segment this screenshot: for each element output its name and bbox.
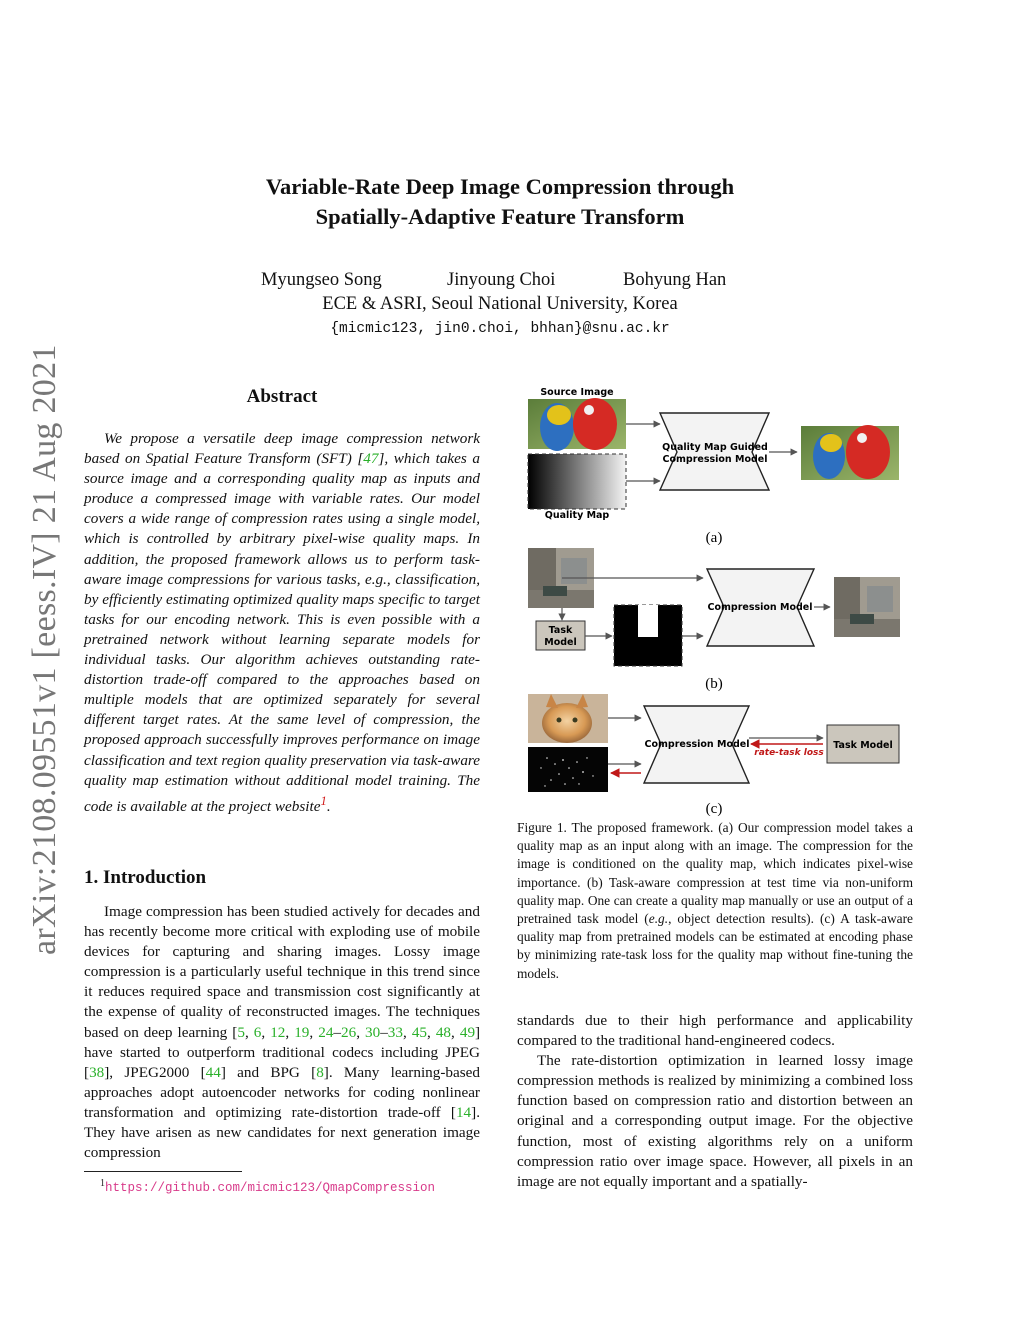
citation-link[interactable]: 14	[455, 1103, 472, 1121]
abstract-text-a: We propose a versatile deep image compression network based on Spatial Feature Transform (SFT) [	[84, 430, 480, 468]
footnote-mark: 1	[100, 1178, 105, 1189]
subfigure-b-label: (b)	[705, 676, 723, 692]
footnote	[100, 1178, 435, 1195]
citation-link[interactable]: 48	[435, 1023, 452, 1041]
citation-link[interactable]: 44	[205, 1063, 221, 1081]
compressed-output-image	[801, 425, 899, 480]
author-emails: {micmic123, jin0.choi, bhhan}@snu.ac.kr	[330, 321, 670, 337]
subfigure-a-label: (a)	[705, 530, 723, 546]
street-output-image	[834, 577, 900, 637]
intro-text-3: ], JPEG2000 [	[104, 1063, 206, 1081]
intro-text-2: ] have started to outperform traditional codecs including JPEG [	[84, 1023, 481, 1081]
abstract-text-end: .	[326, 797, 331, 815]
citation-link[interactable]: 26	[341, 1023, 357, 1041]
footnote-url-link[interactable]: https://github.com/micmic123/QmapCompression	[105, 1181, 436, 1196]
intro-text-4: ] and BPG [	[220, 1063, 317, 1081]
citation-link[interactable]: 8	[316, 1063, 324, 1081]
citation-link[interactable]: 6	[253, 1023, 262, 1041]
author-2: Jinyoung Choi	[447, 270, 556, 290]
task-model-label-line2: Model	[544, 637, 577, 648]
subfigure-c-label: (c)	[705, 801, 723, 817]
intro-paragraph: Image compression has been studied actively for decades and has recently become more critical with exploding use of mobile devices for capturing and sharing images. Lossy image compression is a particularly useful technique in this trend since it reduces required space and transmission cost significantly at the expense of quality of reconstructed images. The techniques based on deep learning [5, 6, 12, 19, 24–26, 30–33, 45, 48, 49] have started to outperform traditional codecs including JPEG [38], JPEG2000 [44] and BPG [8]. Many learning-based approaches adopt autoencoder networks for coding nonlinear transformation and optimizing rate-distortion trade-off [14]. They have arisen as new candidates for next generation image compression	[84, 903, 481, 1162]
estimated-quality-map	[528, 747, 608, 792]
footnote-rule	[84, 1171, 242, 1172]
right-column-text	[517, 1011, 913, 1192]
intro-text-6: ]. They have arisen as new candidates for next generation image compression	[84, 1103, 480, 1162]
citation-link[interactable]: 47	[363, 450, 379, 468]
citation-link[interactable]: 33	[387, 1023, 403, 1041]
caption-text-a: Figure 1. The proposed framework. (a) Our compression model takes a quality map as an input along with an image. The compression for the image is conditioned on the quality map, which indicates pixel-wise importance. (b) Task-aware compression at test time via non-uniform quality map. One can create a quality map manually or use an output of a pretrained task model (	[517, 820, 913, 927]
model-label-line1: Quality Map Guided	[662, 442, 768, 453]
quality-map-image	[528, 454, 626, 509]
source-image	[528, 398, 626, 451]
compression-model-c-label: Compression Model	[644, 739, 750, 750]
citation-link[interactable]: 38	[89, 1063, 105, 1081]
right-paragraph-2: The rate-distortion optimization in learned lossy image compression methods is realized by minimizing a combined loss function based on compression ratio and distortion between an original and a corresponding output image. For the objective function, most of existing algorithms rely on a uniform compression ratio over image space. However, all pixels in an image are not equally important and a spatially-	[517, 1052, 913, 1190]
affiliation: ECE & ASRI, Seoul National University, Korea	[322, 294, 678, 314]
right-paragraph-1: standards due to their high performance and applicability compared to the traditional hand-engineered codecs.	[517, 1012, 913, 1050]
citation-link[interactable]: 24	[318, 1023, 334, 1041]
compression-model-b-label: Compression Model	[707, 602, 813, 613]
quality-map-label: Quality Map	[544, 510, 610, 521]
title-line-1: Variable-Rate Deep Image Compression through	[265, 174, 735, 199]
cat-image	[528, 694, 608, 743]
author-3: Bohyung Han	[623, 270, 727, 290]
paper-title	[0, 172, 1000, 232]
arxiv-stamp: arXiv:2108.09551v1 [eess.IV] 21 Aug 2021	[26, 344, 63, 955]
footnote-link[interactable]: 1	[320, 793, 327, 808]
citation-link[interactable]: 5	[237, 1023, 245, 1041]
caption-text-b: , object detection results). (c) A task-aware quality map from pretrained models can be estimated at encoding phase by minimizing rate-task loss for the quality map without fine-tuning the models.	[517, 911, 913, 981]
caption-eg: e.g.	[648, 911, 669, 927]
citation-link[interactable]: 45	[411, 1023, 427, 1041]
citation-link[interactable]: 30	[365, 1023, 381, 1041]
source-image-label: Source Image	[540, 387, 614, 398]
citation-link[interactable]: 12	[270, 1023, 286, 1041]
rate-task-loss-label: rate-task loss	[754, 748, 824, 758]
citation-link[interactable]: 49	[459, 1023, 476, 1041]
task-quality-map	[614, 605, 682, 666]
title-line-2: Spatially-Adaptive Feature Transform	[315, 204, 685, 229]
citation-link[interactable]: 19	[294, 1023, 310, 1041]
abstract-text-b: ], which takes a source image and a corresponding quality map as inputs and produce a compressed image with variable rates. Our model covers a wide range of compression rates using a single model, which is controlled by arbitrary pixel-wise quality maps. In addition, the proposed framework allows us to perform task-aware image compressions for various tasks, e.g., classification, by efficiently estimating optimized quality maps specific to target tasks for our encoding network. This is even possible with a pretrained network without learning separate models for individual tasks. Our algorithm achieves outstanding rate-distortion trade-off compared to the approaches based on multiple models that are optimized separately for several different target rates. At the same level of compression, the proposed approach successfully improves performance on image classification and text region quality preservation via task-aware quality map estimation without additional model training. The code is available at the project website	[84, 450, 480, 815]
figure-caption	[517, 819, 913, 983]
author-1: Myungseo Song	[261, 270, 382, 290]
intro-heading: 1. Introduction	[84, 867, 207, 888]
figure-1	[517, 380, 917, 820]
task-model-label-line1: Task	[548, 625, 573, 636]
intro-text-5: ]. Many learning-based approaches adopt autoencoder networks for coding nonlinear transformation and optimizing rate-distortion trade-off [	[84, 1063, 480, 1121]
intro-text-1: Image compression has been studied actively for decades and has recently become more critical with exploding use of mobile devices for capturing and sharing images. Lossy image compression is a particularly useful technique in this trend since it reduces required space and transmission cost significantly at the expense of quality of reconstructed images. The techniques based on deep learning [	[84, 903, 480, 1041]
abstract-heading: Abstract	[246, 386, 318, 407]
task-model-c-label: Task Model	[833, 740, 893, 751]
model-label-line2: Compression Model	[662, 454, 768, 465]
abstract-text	[84, 429, 480, 817]
